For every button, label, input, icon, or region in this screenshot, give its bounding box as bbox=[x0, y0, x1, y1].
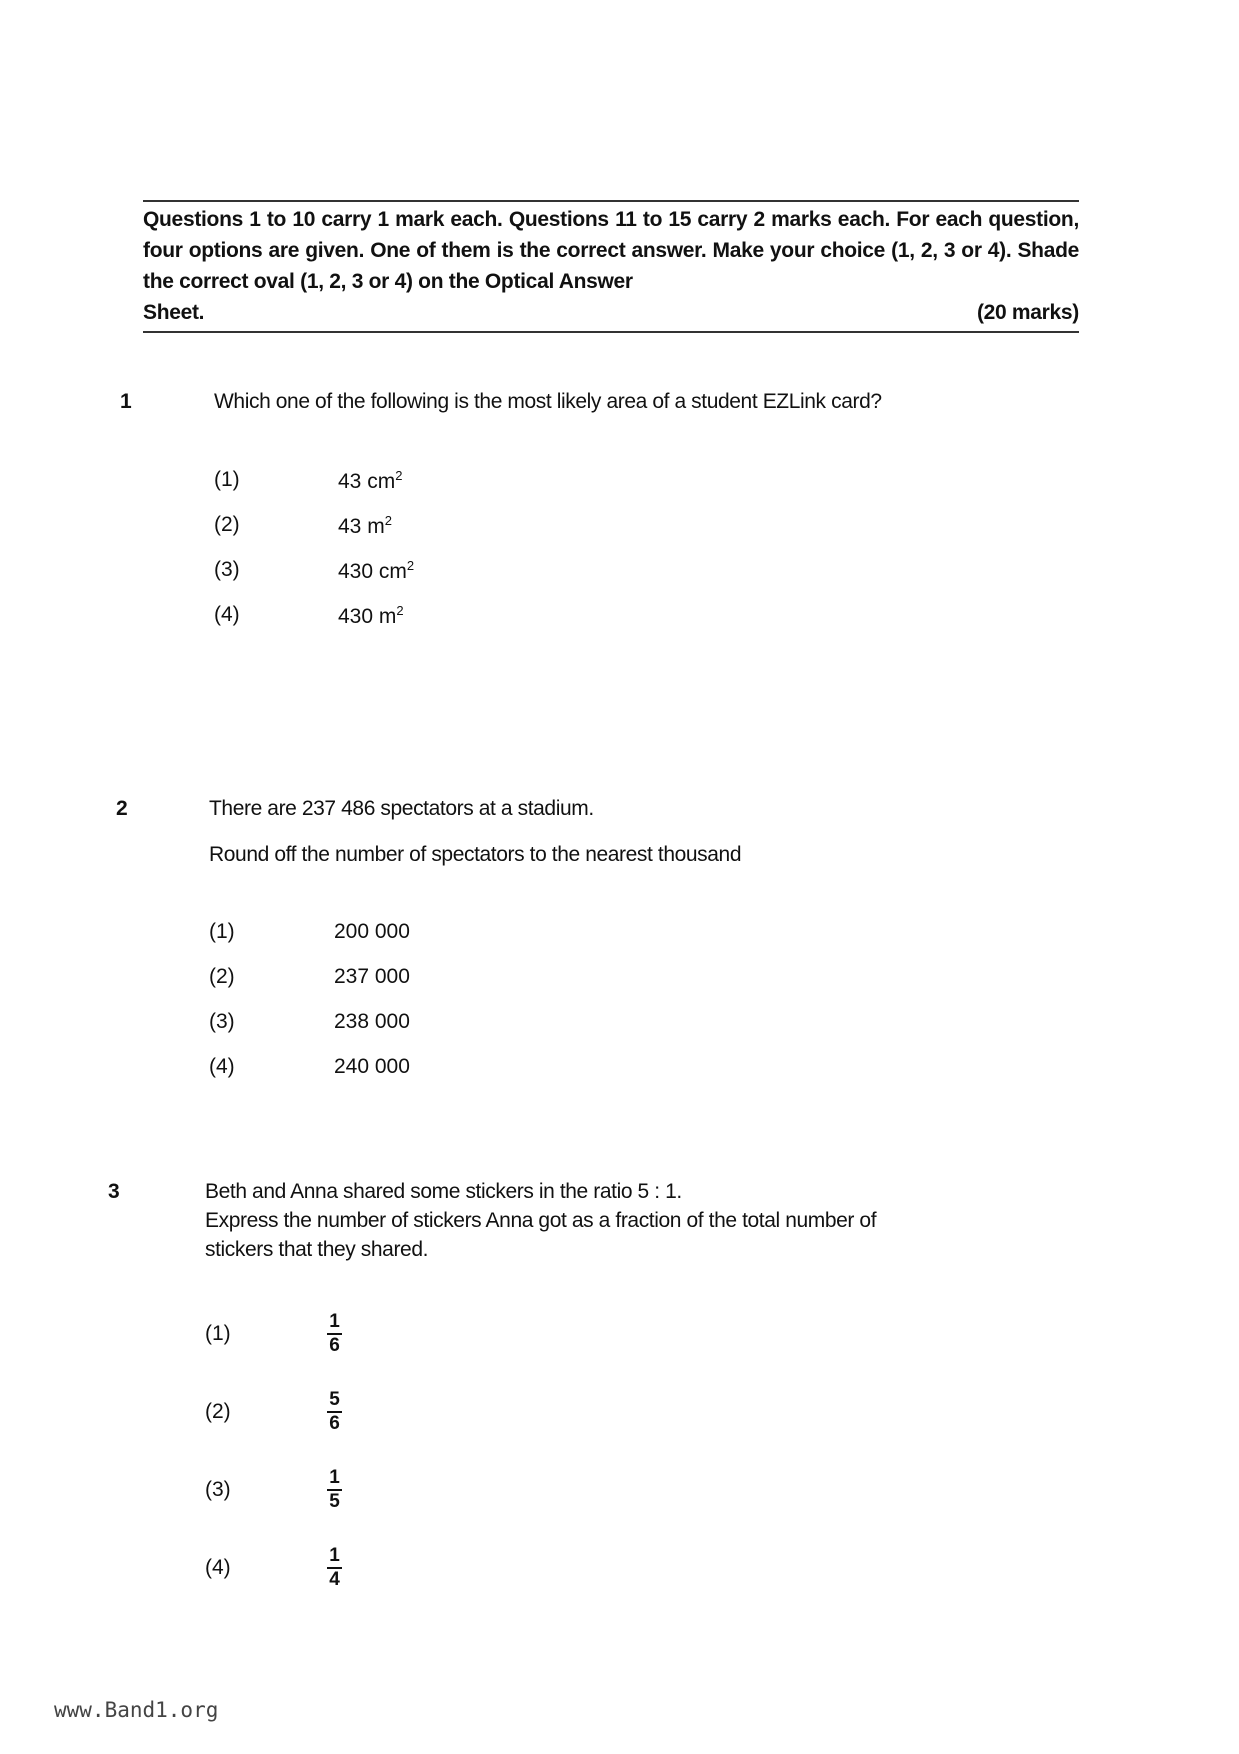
option-label[interactable]: (3) bbox=[214, 558, 240, 581]
option-label[interactable]: (1) bbox=[209, 920, 235, 943]
fraction[interactable] bbox=[327, 1546, 342, 1590]
superscript: 2 bbox=[384, 513, 392, 528]
denominator: 4 bbox=[329, 1569, 340, 1590]
option-value-text: 43 cm bbox=[338, 470, 396, 493]
denominator: 5 bbox=[329, 1491, 340, 1512]
option-value[interactable] bbox=[338, 468, 402, 494]
numerator: 1 bbox=[329, 1467, 340, 1488]
option-value[interactable]: 200 000 bbox=[334, 920, 410, 943]
option-value-text: 430 m bbox=[338, 605, 397, 628]
question-text: Express the number of stickers Anna got as a fraction of the total number of bbox=[205, 1209, 877, 1232]
numerator: 1 bbox=[329, 1311, 340, 1332]
instructions-last-word: Sheet. bbox=[143, 301, 205, 324]
fraction[interactable] bbox=[327, 1312, 342, 1356]
option-label[interactable]: (3) bbox=[209, 1010, 235, 1033]
superscript: 2 bbox=[396, 603, 404, 618]
instructions-box bbox=[143, 200, 1079, 333]
instructions-text: Questions 1 to 10 carry 1 mark each. Questions 11 to 15 carry 2 marks each. For each question, four options are given. One of them is the correct answer. Make your choice (1, 2, 3 or 4). Shade the correct oval (1, 2, 3 or 4) on the Optical Answer bbox=[143, 208, 1079, 293]
question-text: Beth and Anna shared some stickers in the ratio 5 : 1. bbox=[205, 1180, 682, 1203]
option-label[interactable]: (3) bbox=[205, 1478, 231, 1501]
question-text: Round off the number of spectators to the nearest thousand bbox=[209, 843, 742, 866]
fraction[interactable] bbox=[327, 1390, 342, 1434]
option-label[interactable]: (4) bbox=[205, 1556, 231, 1579]
option-value[interactable] bbox=[338, 558, 414, 584]
option-label[interactable]: (4) bbox=[209, 1055, 235, 1078]
question-number: 3 bbox=[108, 1180, 120, 1203]
option-value[interactable] bbox=[338, 603, 404, 629]
option-label[interactable]: (2) bbox=[205, 1400, 231, 1423]
superscript: 2 bbox=[406, 558, 415, 573]
question-text: stickers that they shared. bbox=[205, 1238, 429, 1261]
question-number: 1 bbox=[120, 390, 132, 413]
superscript: 2 bbox=[395, 468, 403, 483]
footer-url: www.Band1.org bbox=[54, 1698, 219, 1722]
question-number: 2 bbox=[116, 797, 128, 820]
option-label[interactable]: (2) bbox=[214, 513, 240, 536]
question-text: Which one of the following is the most likely area of a student EZLink card? bbox=[214, 390, 882, 413]
option-value[interactable]: 238 000 bbox=[334, 1010, 410, 1033]
option-label[interactable]: (1) bbox=[205, 1322, 231, 1345]
fraction[interactable] bbox=[327, 1468, 342, 1512]
option-value[interactable] bbox=[338, 513, 392, 539]
marks-total: (20 marks) bbox=[976, 301, 1079, 324]
question-text: There are 237 486 spectators at a stadium. bbox=[209, 797, 594, 820]
option-value[interactable]: 240 000 bbox=[334, 1055, 410, 1078]
numerator: 1 bbox=[329, 1545, 340, 1566]
numerator: 5 bbox=[329, 1389, 340, 1410]
option-value-text: 430 cm bbox=[338, 560, 407, 583]
option-label[interactable]: (4) bbox=[214, 603, 240, 626]
option-label[interactable]: (2) bbox=[209, 965, 235, 988]
option-value[interactable]: 237 000 bbox=[334, 965, 410, 988]
option-value-text: 43 m bbox=[338, 515, 385, 538]
option-label[interactable]: (1) bbox=[214, 468, 240, 491]
denominator: 6 bbox=[329, 1335, 340, 1356]
denominator: 6 bbox=[329, 1413, 340, 1434]
